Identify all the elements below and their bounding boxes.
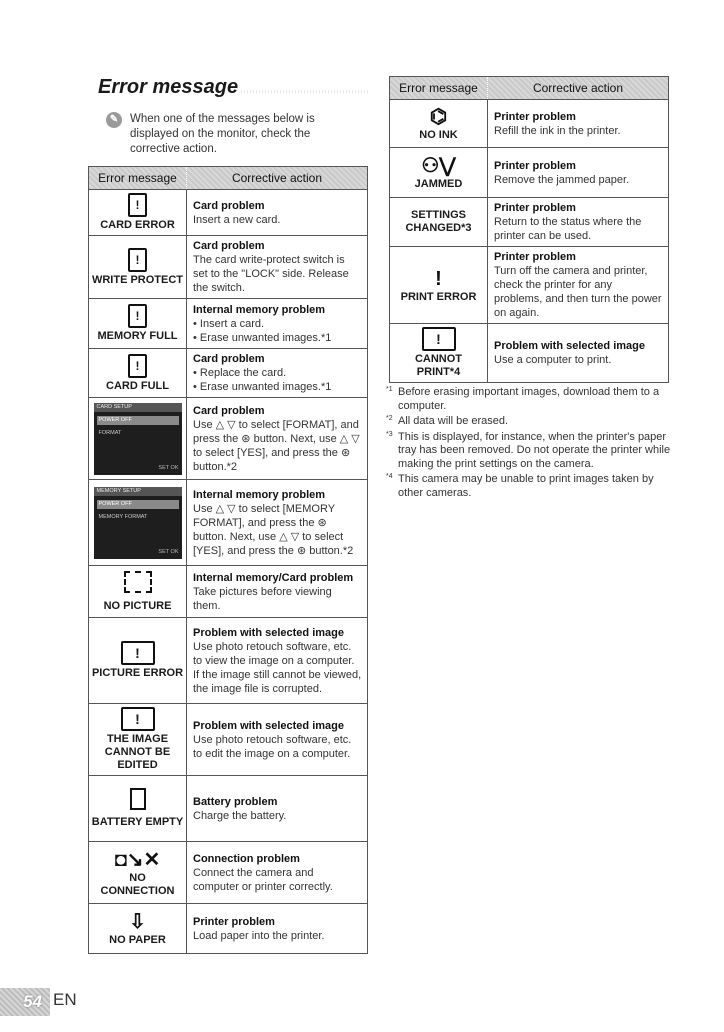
action-text: • Insert a card. bbox=[193, 317, 265, 330]
table-row bbox=[89, 566, 368, 618]
header-corrective-action: Corrective action bbox=[187, 167, 368, 190]
error-label: NO CONNECTION bbox=[100, 871, 175, 897]
page-number: 54 bbox=[23, 992, 42, 1011]
battery-icon bbox=[130, 788, 146, 810]
error-label: CANNOT PRINT*4 bbox=[414, 353, 463, 378]
ink-icon: ⌬ bbox=[429, 106, 448, 128]
action-text: Connect the camera and computer or printer correctly. bbox=[193, 866, 333, 893]
footnote bbox=[386, 415, 676, 429]
footnote-text: All data will be erased. bbox=[398, 415, 509, 427]
action-text: • Replace the card. bbox=[193, 367, 287, 379]
header-error-message: Error message bbox=[390, 77, 488, 100]
error-label: THE IMAGE CANNOT BE EDITED bbox=[104, 733, 171, 771]
table-row bbox=[89, 904, 368, 954]
error-label: PRINT ERROR bbox=[400, 290, 477, 303]
problem-title: Card problem bbox=[193, 353, 265, 365]
problem-title: Printer problem bbox=[494, 202, 576, 214]
table-row bbox=[89, 299, 368, 349]
error-label: SETTINGS CHANGED*3 bbox=[405, 209, 472, 234]
screen-footer: SET OK bbox=[158, 548, 179, 555]
action-text: Take pictures before viewing them. bbox=[193, 585, 332, 612]
error-table-right bbox=[389, 76, 669, 383]
memory-icon: ! bbox=[128, 304, 147, 328]
page-title: Error message bbox=[88, 76, 370, 98]
screen-header: CARD SETUP bbox=[94, 403, 182, 412]
problem-title: Problem with selected image bbox=[193, 626, 344, 639]
footnote bbox=[386, 473, 676, 500]
error-label: CARD FULL bbox=[106, 379, 169, 392]
action-text: Use photo retouch software, etc. to view the image on a computer. If the image still cannot be viewed, the image file is corrupted. bbox=[193, 640, 362, 695]
card-icon: ! bbox=[128, 354, 147, 378]
table-row bbox=[390, 100, 669, 148]
action-text: • Erase unwanted images.*1 bbox=[193, 331, 332, 344]
footnote-text: Before erasing important images, download them to a computer. bbox=[398, 386, 660, 412]
table-row bbox=[89, 236, 368, 299]
screen-item: FORMAT bbox=[98, 429, 122, 436]
problem-title: Printer problem bbox=[494, 251, 576, 263]
table-row bbox=[89, 776, 368, 842]
cannot-print-icon: ! bbox=[422, 327, 456, 351]
footnote-text: This camera may be unable to print images taken by other cameras. bbox=[398, 473, 654, 499]
action-text: Return to the status where the printer can be used. bbox=[494, 216, 642, 242]
table-row bbox=[89, 349, 368, 398]
footnote-text: This is displayed, for instance, when the printer's paper tray has been removed. Do not operate the printer while making the print settings on the camera. bbox=[398, 430, 671, 470]
error-label: NO PICTURE bbox=[103, 599, 172, 612]
problem-title: Internal memory problem bbox=[193, 488, 326, 501]
screen-header: MEMORY SETUP bbox=[94, 487, 182, 496]
problem-title: Internal memory/Card problem bbox=[193, 571, 354, 584]
table-row bbox=[390, 148, 669, 198]
action-text: The card write-protect switch is set to the "LOCK" side. Release the switch. bbox=[193, 254, 349, 294]
footnote-mark: *3 bbox=[386, 430, 393, 438]
problem-title: Connection problem bbox=[193, 852, 300, 865]
error-label: NO INK bbox=[419, 129, 458, 141]
footnote-mark: *2 bbox=[386, 415, 393, 422]
intro-text: When one of the messages below is displayed on the monitor, check the corrective action. bbox=[130, 113, 315, 155]
problem-title: Problem with selected image bbox=[193, 719, 344, 732]
footnote-mark: *1 bbox=[386, 386, 393, 393]
camera-screen-thumbnail bbox=[94, 403, 182, 475]
error-label: BATTERY EMPTY bbox=[91, 816, 184, 828]
screen-item: POWER OFF bbox=[97, 416, 179, 425]
note-icon: ✎ bbox=[106, 112, 122, 128]
footnote bbox=[386, 386, 676, 413]
problem-title: Battery problem bbox=[193, 795, 278, 808]
problem-title: Printer problem bbox=[494, 110, 576, 123]
page-number-badge bbox=[0, 988, 50, 1016]
card-icon: ! bbox=[128, 248, 147, 272]
action-text: Charge the battery. bbox=[193, 809, 287, 822]
header-error-message: Error message bbox=[89, 167, 187, 190]
action-text: Use △ ▽ to select [FORMAT], and press the ⊛ button. Next, use △ ▽ to select [YES], and press the ⊛ button.*2 bbox=[193, 418, 360, 473]
error-label: PICTURE ERROR bbox=[91, 667, 184, 679]
screen-item: MEMORY FORMAT bbox=[98, 513, 148, 520]
error-label: WRITE PROTECT bbox=[91, 273, 184, 286]
edit-error-icon: ! bbox=[121, 707, 155, 731]
action-text: Insert a new card. bbox=[193, 213, 281, 226]
error-label: MEMORY FULL bbox=[97, 330, 178, 342]
action-text: Remove the jammed paper. bbox=[494, 173, 630, 186]
problem-title: Problem with selected image bbox=[494, 340, 645, 352]
action-text: Use a computer to print. bbox=[494, 354, 612, 366]
table-row bbox=[89, 480, 368, 566]
picture-error-icon: ! bbox=[121, 641, 155, 665]
problem-title: Card problem bbox=[193, 240, 265, 252]
problem-title: Internal memory problem bbox=[193, 303, 326, 316]
problem-title: Card problem bbox=[193, 404, 265, 417]
problem-title: Card problem bbox=[193, 199, 265, 212]
intro-note bbox=[108, 112, 348, 157]
screen-item: POWER OFF bbox=[97, 500, 179, 509]
camera-screen-thumbnail bbox=[94, 487, 182, 559]
action-text: • Erase unwanted images.*1 bbox=[193, 381, 332, 393]
action-text: Use △ ▽ to select [MEMORY FORMAT], and press the ⊛ button. Next, use △ ▽ to select [YES], and press the ⊛ button.*2 bbox=[193, 502, 354, 557]
table-row bbox=[89, 190, 368, 236]
paper-tray-icon: ⇩ bbox=[129, 911, 146, 933]
table-row bbox=[89, 842, 368, 904]
action-text: Use photo retouch software, etc. to edit the image on a computer. bbox=[193, 733, 352, 760]
table-row bbox=[89, 618, 368, 704]
no-picture-icon bbox=[124, 571, 152, 593]
header-corrective-action: Corrective action bbox=[488, 77, 669, 100]
table-row bbox=[89, 704, 368, 776]
screen-footer: SET OK bbox=[158, 464, 179, 471]
card-icon: ! bbox=[128, 193, 147, 217]
print-error-icon: ! bbox=[435, 267, 442, 290]
action-text: Refill the ink in the printer. bbox=[494, 124, 621, 137]
footnote-mark: *4 bbox=[386, 473, 393, 480]
table-row bbox=[390, 324, 669, 383]
footnotes bbox=[386, 386, 676, 502]
error-label: JAMMED bbox=[414, 178, 463, 190]
error-table-left bbox=[88, 166, 368, 954]
footnote bbox=[386, 431, 676, 472]
table-row bbox=[390, 198, 669, 247]
table-row bbox=[390, 247, 669, 324]
action-text: Load paper into the printer. bbox=[193, 929, 325, 942]
problem-title: Printer problem bbox=[494, 159, 576, 172]
error-label: CARD ERROR bbox=[100, 219, 175, 231]
no-connection-icon: ◘↘✕ bbox=[114, 848, 161, 871]
problem-title: Printer problem bbox=[193, 915, 275, 928]
paper-jam-icon: ⚇⋁ bbox=[421, 155, 456, 177]
table-row bbox=[89, 398, 368, 480]
error-label: NO PAPER bbox=[109, 934, 166, 946]
action-text: Turn off the camera and printer, check the printer for any problems, and then turn the power on again. bbox=[494, 265, 662, 319]
language-code: EN bbox=[53, 990, 77, 1009]
